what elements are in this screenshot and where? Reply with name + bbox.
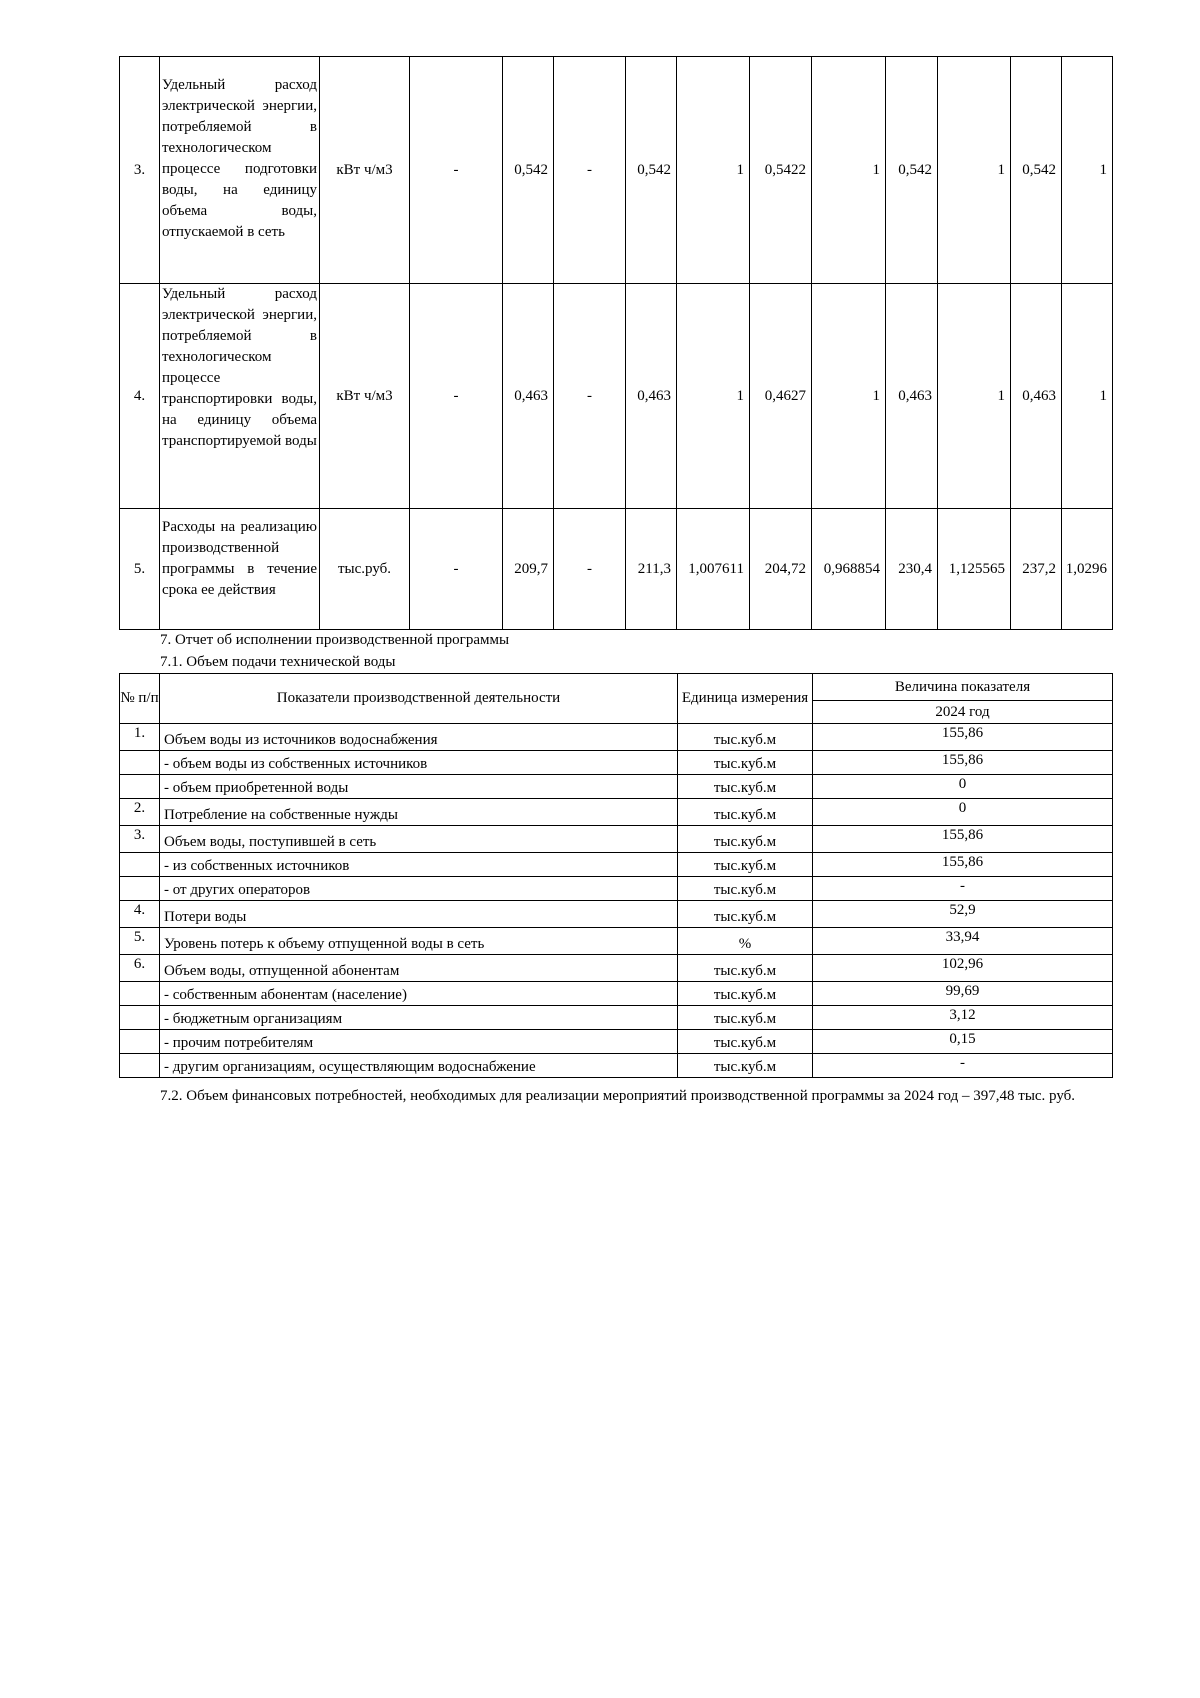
unit-cell: тыс.куб.м — [678, 799, 813, 826]
value-cell: 0,15 — [813, 1030, 1113, 1054]
table-row — [120, 853, 1113, 877]
value-cell: 1 — [812, 284, 886, 509]
table-row — [120, 877, 1113, 901]
unit-cell: тыс.куб.м — [678, 877, 813, 901]
table-row — [120, 955, 1113, 982]
value-cell: 0,968854 — [812, 509, 886, 630]
value-cell: 0,463 — [626, 284, 677, 509]
value-cell: 1 — [1062, 57, 1113, 284]
unit-cell: тыс.куб.м — [678, 955, 813, 982]
value-cell: 1,125565 — [938, 509, 1011, 630]
value-cell: 0,5422 — [750, 57, 812, 284]
indicator-label: - объем приобретенной воды — [160, 775, 678, 799]
value-cell: 155,86 — [813, 853, 1113, 877]
value-cell: 1 — [1062, 284, 1113, 509]
row-number — [120, 1030, 160, 1054]
indicator-label: Объем воды, поступившей в сеть — [160, 826, 678, 853]
value-cell: - — [554, 509, 626, 630]
row-number — [120, 982, 160, 1006]
section-7-title: 7. Отчет об исполнении производственной программы — [160, 632, 510, 648]
unit-cell: тыс.куб.м — [678, 1006, 813, 1030]
unit-cell: кВт ч/м3 — [320, 284, 410, 509]
table-row — [120, 751, 1113, 775]
value-cell: 0,542 — [1011, 57, 1062, 284]
value-cell: 155,86 — [813, 826, 1113, 853]
unit-cell: тыс.куб.м — [678, 982, 813, 1006]
table-row — [120, 775, 1113, 799]
row-number: 4. — [120, 284, 160, 509]
value-cell: 99,69 — [813, 982, 1113, 1006]
unit-cell: тыс.куб.м — [678, 775, 813, 799]
row-number — [120, 751, 160, 775]
indicator-label: - из собственных источников — [160, 853, 678, 877]
row-number: 3. — [120, 826, 160, 853]
value-cell: - — [410, 284, 503, 509]
indicator-label: Объем воды, отпущенной абонентам — [160, 955, 678, 982]
table-row — [120, 799, 1113, 826]
row-number — [120, 877, 160, 901]
water-supply-table — [119, 673, 1113, 1078]
value-cell: - — [410, 509, 503, 630]
row-number: 3. — [120, 57, 160, 284]
value-cell: 0,463 — [1011, 284, 1062, 509]
unit-cell: тыс.куб.м — [678, 1054, 813, 1078]
row-number — [120, 1054, 160, 1078]
value-cell: 0 — [813, 775, 1113, 799]
value-cell: 237,2 — [1011, 509, 1062, 630]
row-number: 5. — [120, 928, 160, 955]
value-cell: 0,542 — [886, 57, 938, 284]
indicator-label: - другим организациям, осуществляющим водоснабжение — [160, 1054, 678, 1078]
unit-cell: тыс.куб.м — [678, 853, 813, 877]
value-cell: 0,463 — [886, 284, 938, 509]
table-row — [120, 928, 1113, 955]
unit-cell: тыс.руб. — [320, 509, 410, 630]
row-number — [120, 853, 160, 877]
value-cell: 1 — [677, 284, 750, 509]
value-cell: 52,9 — [813, 901, 1113, 928]
value-cell: 3,12 — [813, 1006, 1113, 1030]
value-cell: 155,86 — [813, 751, 1113, 775]
row-number: 1. — [120, 724, 160, 751]
indicator-label: - собственным абонентам (население) — [160, 982, 678, 1006]
header-indicator: Показатели производственной деятельности — [160, 674, 678, 724]
value-cell: 0 — [813, 799, 1113, 826]
unit-cell: % — [678, 928, 813, 955]
unit-cell: кВт ч/м3 — [320, 57, 410, 284]
section-7-1-title: 7.1. Объем подачи технической воды — [160, 654, 396, 670]
row-number: 2. — [120, 799, 160, 826]
value-cell: 211,3 — [626, 509, 677, 630]
header-no: № п/п — [120, 674, 160, 724]
table-row — [120, 1030, 1113, 1054]
indicator-name: Удельный расход электрической энергии, потребляемой в технологическом процессе подготовки воды, на единицу объема воды, отпускаемой в сеть — [160, 57, 320, 284]
value-cell: 1,007611 — [677, 509, 750, 630]
header-value: Величина показателя — [813, 674, 1113, 701]
row-number: 5. — [120, 509, 160, 630]
value-cell: 1,0296 — [1062, 509, 1113, 630]
indicator-label: - прочим потребителям — [160, 1030, 678, 1054]
unit-cell: тыс.куб.м — [678, 826, 813, 853]
unit-cell: тыс.куб.м — [678, 724, 813, 751]
indicator-name: Удельный расход электрической энергии, потребляемой в технологическом процессе транспортировки воды, на единицу объема транспортируемой воды — [160, 284, 320, 509]
table-row — [120, 1006, 1113, 1030]
value-cell: 0,463 — [503, 284, 554, 509]
value-cell: - — [813, 877, 1113, 901]
indicator-label: Потребление на собственные нужды — [160, 799, 678, 826]
row-number: 6. — [120, 955, 160, 982]
indicator-label: - объем воды из собственных источников — [160, 751, 678, 775]
value-cell: 209,7 — [503, 509, 554, 630]
header-year: 2024 год — [813, 701, 1113, 724]
indicator-label: Потери воды — [160, 901, 678, 928]
indicator-label: Объем воды из источников водоснабжения — [160, 724, 678, 751]
table-row — [120, 57, 1113, 284]
indicator-name: Расходы на реализацию производственной программы в течение срока ее действия — [160, 509, 320, 630]
value-cell: 204,72 — [750, 509, 812, 630]
section-7-2-text: 7.2. Объем финансовых потребностей, необходимых для реализации мероприятий производственной программы за 2024 год – 397,48 тыс. руб. — [160, 1088, 1076, 1104]
unit-cell: тыс.куб.м — [678, 751, 813, 775]
table-row — [120, 901, 1113, 928]
value-cell: 1 — [938, 57, 1011, 284]
table-row — [120, 284, 1113, 509]
table-row — [120, 509, 1113, 630]
table-row — [120, 724, 1113, 751]
value-cell: 0,4627 — [750, 284, 812, 509]
indicator-label: - бюджетным организациям — [160, 1006, 678, 1030]
indicator-label: Уровень потерь к объему отпущенной воды в сеть — [160, 928, 678, 955]
indicator-label: - от других операторов — [160, 877, 678, 901]
row-number — [120, 775, 160, 799]
value-cell: - — [410, 57, 503, 284]
value-cell: 33,94 — [813, 928, 1113, 955]
table-row — [120, 982, 1113, 1006]
header-unit: Единица измерения — [678, 674, 813, 724]
value-cell: 102,96 — [813, 955, 1113, 982]
value-cell: 1 — [677, 57, 750, 284]
value-cell: 1 — [938, 284, 1011, 509]
value-cell: - — [813, 1054, 1113, 1078]
row-number: 4. — [120, 901, 160, 928]
unit-cell: тыс.куб.м — [678, 901, 813, 928]
value-cell: - — [554, 57, 626, 284]
unit-cell: тыс.куб.м — [678, 1030, 813, 1054]
value-cell: 230,4 — [886, 509, 938, 630]
value-cell: 0,542 — [503, 57, 554, 284]
value-cell: - — [554, 284, 626, 509]
row-number — [120, 1006, 160, 1030]
indicators-table — [119, 56, 1113, 630]
value-cell: 155,86 — [813, 724, 1113, 751]
value-cell: 0,542 — [626, 57, 677, 284]
table-row — [120, 826, 1113, 853]
table-row — [120, 1054, 1113, 1078]
value-cell: 1 — [812, 57, 886, 284]
